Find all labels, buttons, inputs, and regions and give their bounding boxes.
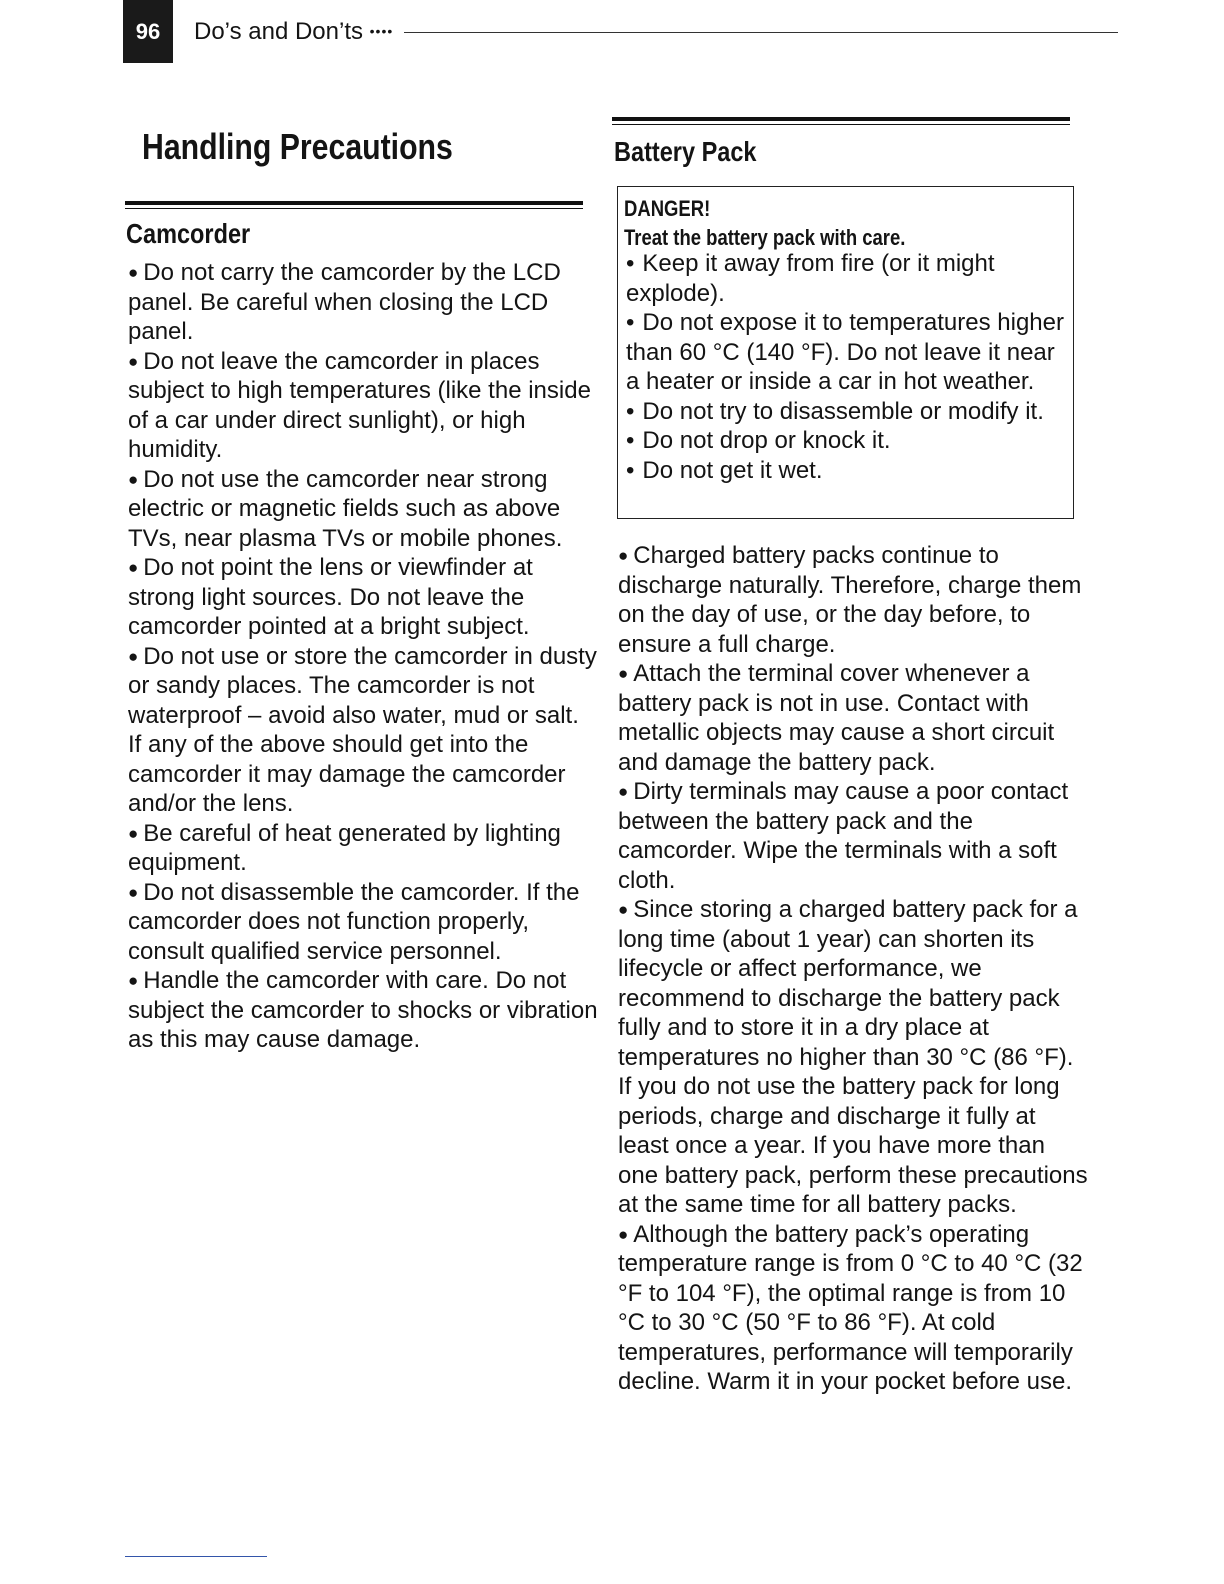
header-rule [404,32,1118,33]
danger-item: • Do not try to disassemble or modify it. [626,397,1066,427]
danger-list [626,249,1066,485]
danger-item: • Keep it away from fire (or it might explode). [626,249,1066,308]
camcorder-list [128,258,598,1055]
list-item: ● Do not carry the camcorder by the LCD panel. Be careful when closing the LCD panel. [128,258,598,347]
page-number: 96 [123,0,173,63]
header-dots: •••• [369,23,394,39]
battery-rule-thick [612,117,1070,121]
list-item: ● Handle the camcorder with care. Do not subject the camcorder to shocks or vibration as this may cause damage. [128,966,598,1055]
list-item: ● Do not use or store the camcorder in dusty or sandy places. The camcorder is not waterproof – avoid also water, mud or salt. If any of the above should get into the camcorder it may damage the camcorder and/or the lens. [128,642,598,819]
list-item: ● Dirty terminals may cause a poor contact between the battery pack and the camcorder. Wipe the terminals with a soft cloth. [618,777,1088,895]
list-item: ● Although the battery pack’s operating temperature range is from 0 °C to 40 °C (32 °F to 104 °F), the optimal range is from 10 °C to 30 °C (50 °F to 86 °F). At cold temperatures, performance will temporarily decline. Warm it in your pocket before use. [618,1220,1088,1397]
list-item: ● Do not leave the camcorder in places subject to high temperatures (like the inside of a car under direct sunlight), or high humidity. [128,347,598,465]
list-item: ● Do not use the camcorder near strong electric or magnetic fields such as above TVs, near plasma TVs or mobile phones. [128,465,598,554]
page-title: Handling Precautions [142,126,453,167]
camcorder-rule-thick [125,201,583,205]
list-item: ● Since storing a charged battery pack for a long time (about 1 year) can shorten its lifecycle or affect performance, we recommend to discharge the battery pack fully and to store it in a dry place at temperatures no higher than 30 °C (86 °F). If you do not use the battery pack for long periods, charge and discharge it fully at least once a year. If you have more than one battery pack, perform these precautions at the same time for all battery packs. [618,895,1088,1220]
danger-subtitle: Treat the battery pack with care. [624,225,906,250]
footer-rule [125,1556,267,1557]
battery-heading: Battery Pack [614,136,757,167]
running-title: Do’s and Don’ts [194,18,363,45]
list-item: ● Do not point the lens or viewfinder at strong light sources. Do not leave the camcorder pointed at a bright subject. [128,553,598,642]
battery-list [618,541,1088,1397]
danger-box [617,186,1074,519]
danger-item: • Do not get it wet. [626,456,1066,486]
danger-label: DANGER! [624,196,711,221]
battery-rule-thin [612,124,1070,125]
camcorder-rule-thin [125,208,583,209]
list-item: ● Be careful of heat generated by lighting equipment. [128,819,598,878]
running-header [194,16,393,47]
list-item: ● Do not disassemble the camcorder. If the camcorder does not function properly, consult qualified service personnel. [128,878,598,967]
danger-item: • Do not expose it to temperatures higher than 60 °C (140 °F). Do not leave it near a heater or inside a car in hot weather. [626,308,1066,397]
list-item: ● Attach the terminal cover whenever a battery pack is not in use. Contact with metallic objects may cause a short circuit and damage the battery pack. [618,659,1088,777]
list-item: ● Charged battery packs continue to discharge naturally. Therefore, charge them on the day of use, or the day before, to ensure a full charge. [618,541,1088,659]
danger-item: • Do not drop or knock it. [626,426,1066,456]
camcorder-heading: Camcorder [126,218,251,249]
